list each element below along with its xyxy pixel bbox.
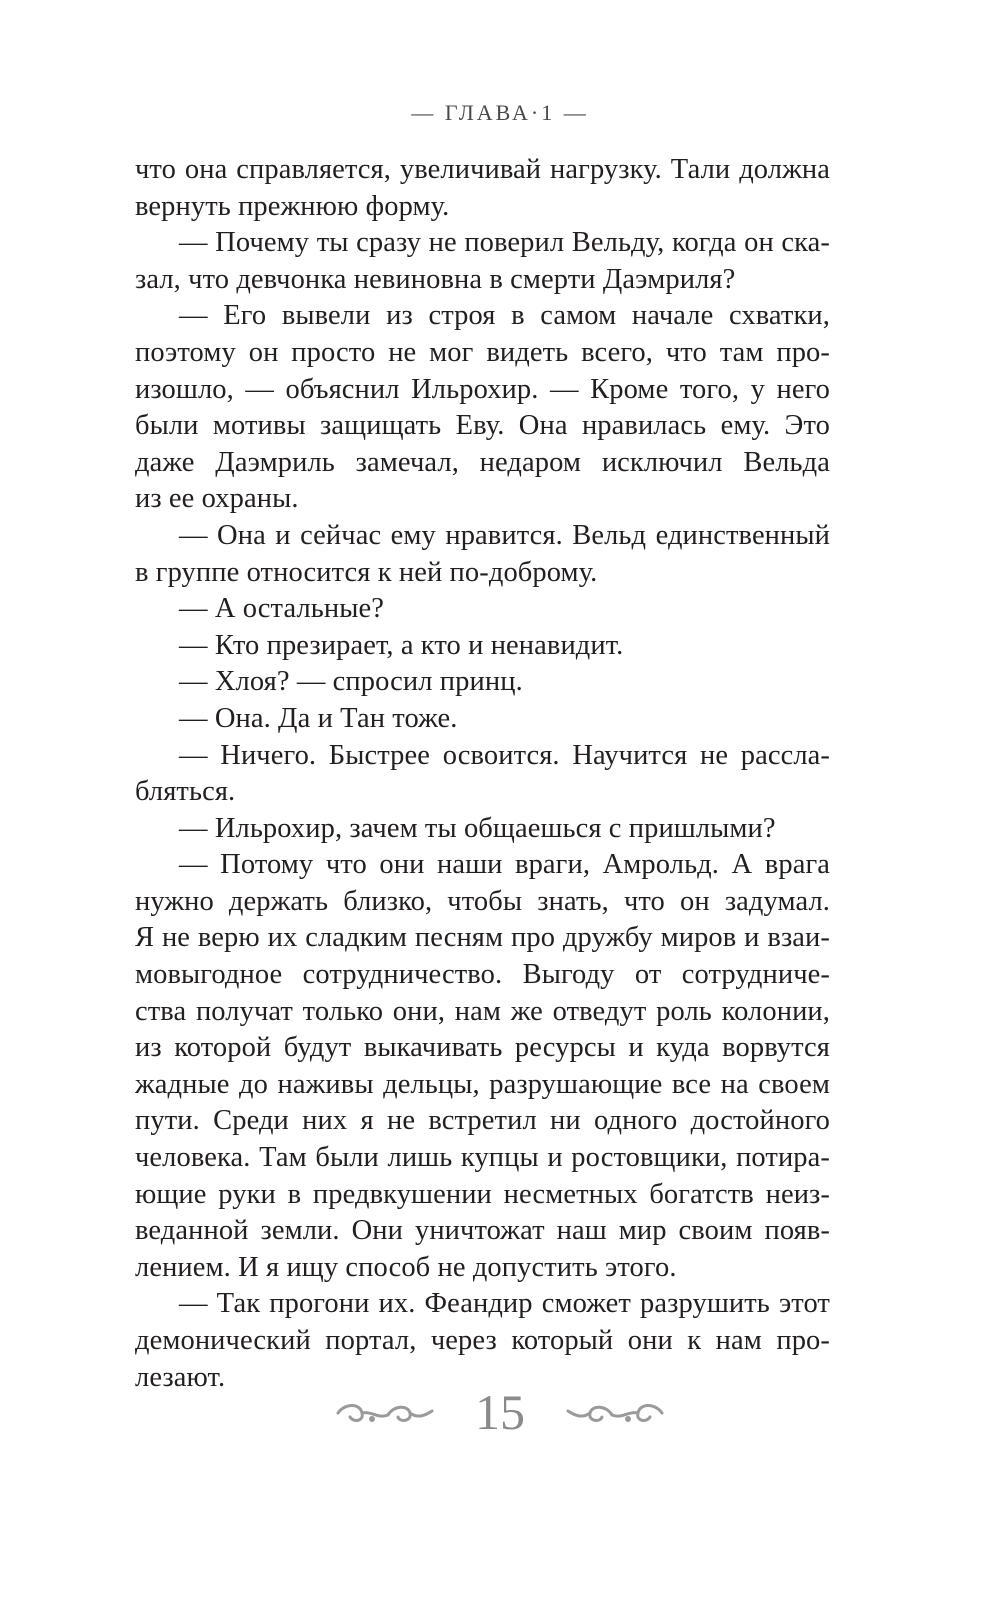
page-folio: [0, 1375, 1000, 1455]
text-line: даже Даэмриль замечал, недаром исключил Вельда: [135, 446, 830, 478]
running-head: — ГЛАВА·1 —: [411, 100, 589, 125]
text-line: были мотивы защищать Еву. Она нравилась ему. Это: [135, 410, 830, 442]
text-line: жадные до наживы дельцы, разрушающие все на своем: [135, 1068, 830, 1100]
text-line: — А остальные?: [179, 593, 384, 625]
text-line: из которой будут выкачивать ресурсы и куда ворвутся: [135, 1032, 830, 1064]
text-line: — Она и сейчас ему нравится. Вельд единственный: [179, 519, 830, 551]
text-line: лением. И я ищу способ не допустить этого.: [135, 1251, 677, 1283]
text-line: изошло, — объяснил Ильрохир. — Кроме того, у него: [135, 373, 830, 405]
text-line: — Почему ты сразу не поверил Вельду, когда он ска-: [179, 227, 830, 259]
text-line: — Так прогони их. Феандир сможет разрушить этот: [179, 1288, 830, 1320]
text-line: — Хлоя? — спросил принц.: [179, 666, 523, 698]
text-line: бляться.: [135, 776, 236, 808]
text-line: из ее охраны.: [135, 483, 299, 515]
text-line: пути. Среди них я не встретил ни одного достойного: [135, 1105, 830, 1137]
text-line: ства получат только они, нам же отведут роль колонии,: [135, 995, 830, 1027]
body-text: [135, 152, 830, 1396]
page-number: 15: [475, 1384, 525, 1440]
text-line: — Потому что они наши враги, Амрольд. А врага: [179, 849, 830, 881]
text-line: Я не верю их сладким песням про дружбу миров и взаи-: [135, 922, 830, 954]
text-line: — Ничего. Быстрее освоится. Научится не рассла-: [179, 739, 830, 771]
text-line: вернуть прежнюю форму.: [135, 190, 450, 222]
text-line: демонический портал, через который они к нам про-: [135, 1325, 830, 1356]
text-line: человека. Там были лишь купцы и ростовщики, потира-: [135, 1142, 830, 1174]
text-line: ющие руки в предвкушении несметных богатств неиз-: [135, 1178, 830, 1210]
text-line: — Ильрохир, зачем ты общаешься с пришлыми?: [179, 812, 776, 844]
text-line: что она справляется, увеличивай нагрузку. Тали должна: [135, 154, 830, 185]
text-line: — Она. Да и Тан тоже.: [179, 702, 458, 734]
text-line: — Его вывели из строя в самом начале схватки,: [179, 300, 830, 332]
text-line: зал, что девчонка невиновна в смерти Даэмриля?: [135, 263, 736, 295]
text-line: лезают.: [135, 1361, 226, 1393]
text-line: поэтому он просто не мог видеть всего, что там про-: [135, 336, 830, 368]
text-line: — Кто презирает, а кто и ненавидит.: [179, 629, 624, 661]
text-line: веданной земли. Они уничтожат наш мир своим появ-: [135, 1215, 830, 1247]
text-line: в группе относится к ней по-доброму.: [135, 556, 598, 588]
text-line: нужно держать близко, чтобы знать, что он задумал.: [135, 885, 830, 917]
text-line: мовыгодное сотрудничество. Выгоду от сотрудниче-: [135, 959, 830, 991]
